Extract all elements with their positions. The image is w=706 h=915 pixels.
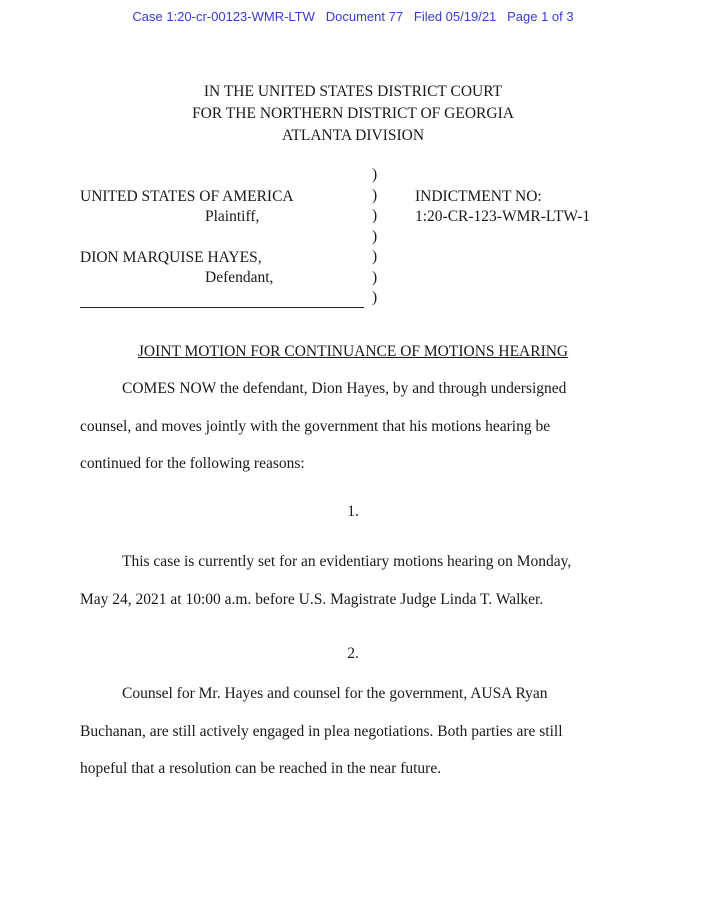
paragraph-line: Counsel for Mr. Hayes and counsel for the government, AUSA Ryan: [122, 685, 548, 702]
section-number-2: 2.: [347, 645, 359, 662]
caption-rule: [80, 307, 364, 308]
caption-paren: ): [372, 186, 378, 204]
paragraph-line: COMES NOW the defendant, Dion Hayes, by and through undersigned: [122, 380, 567, 397]
intro-paragraph: [80, 370, 610, 483]
caption-paren: ): [372, 289, 378, 306]
paragraph-line: May 24, 2021 at 10:00 a.m. before U.S. Magistrate Judge Linda T. Walker.: [80, 590, 544, 608]
defendant-role: Defendant,: [205, 269, 274, 286]
court-line-3: ATLANTA DIVISION: [281, 127, 425, 144]
caption-paren: ): [372, 248, 378, 265]
court-heading: [0, 81, 706, 147]
defendant-name: DION MARQUISE HAYES,: [80, 249, 262, 266]
caption-paren: ): [372, 166, 378, 183]
plaintiff-role: Plaintiff,: [205, 208, 260, 225]
motion-title: JOINT MOTION FOR CONTINUANCE OF MOTIONS HEARING: [137, 343, 569, 360]
court-line-1: IN THE UNITED STATES DISTRICT COURT: [203, 83, 503, 100]
caption-paren: ): [372, 268, 378, 286]
indictment-number: 1:20-CR-123-WMR-LTW-1: [415, 208, 591, 225]
section-number-1: 1.: [347, 503, 359, 520]
ecf-header-stamp: Case 1:20-cr-00123-WMR-LTW Document 77 Filed 05/19/21 Page 1 of 3: [132, 9, 574, 24]
caption-paren: ): [372, 207, 378, 224]
caption-parens: [372, 165, 382, 309]
paragraph-line: hopeful that a resolution can be reached in the near future.: [80, 760, 442, 777]
paragraph-line: counsel, and moves jointly with the government that his motions hearing be: [80, 417, 551, 435]
caption-paren: ): [372, 227, 378, 245]
plaintiff-name: UNITED STATES OF AMERICA: [80, 188, 294, 205]
paragraph-line: continued for the following reasons:: [80, 455, 305, 472]
indictment-label: INDICTMENT NO:: [415, 188, 542, 205]
section-1-paragraph: [80, 543, 610, 618]
court-line-2: FOR THE NORTHERN DISTRICT OF GEORGIA: [192, 105, 514, 122]
paragraph-line: This case is currently set for an evidentiary motions hearing on Monday,: [122, 553, 572, 570]
paragraph-line: Buchanan, are still actively engaged in plea negotiations. Both parties are still: [80, 722, 563, 740]
section-2-paragraph: [80, 675, 610, 788]
